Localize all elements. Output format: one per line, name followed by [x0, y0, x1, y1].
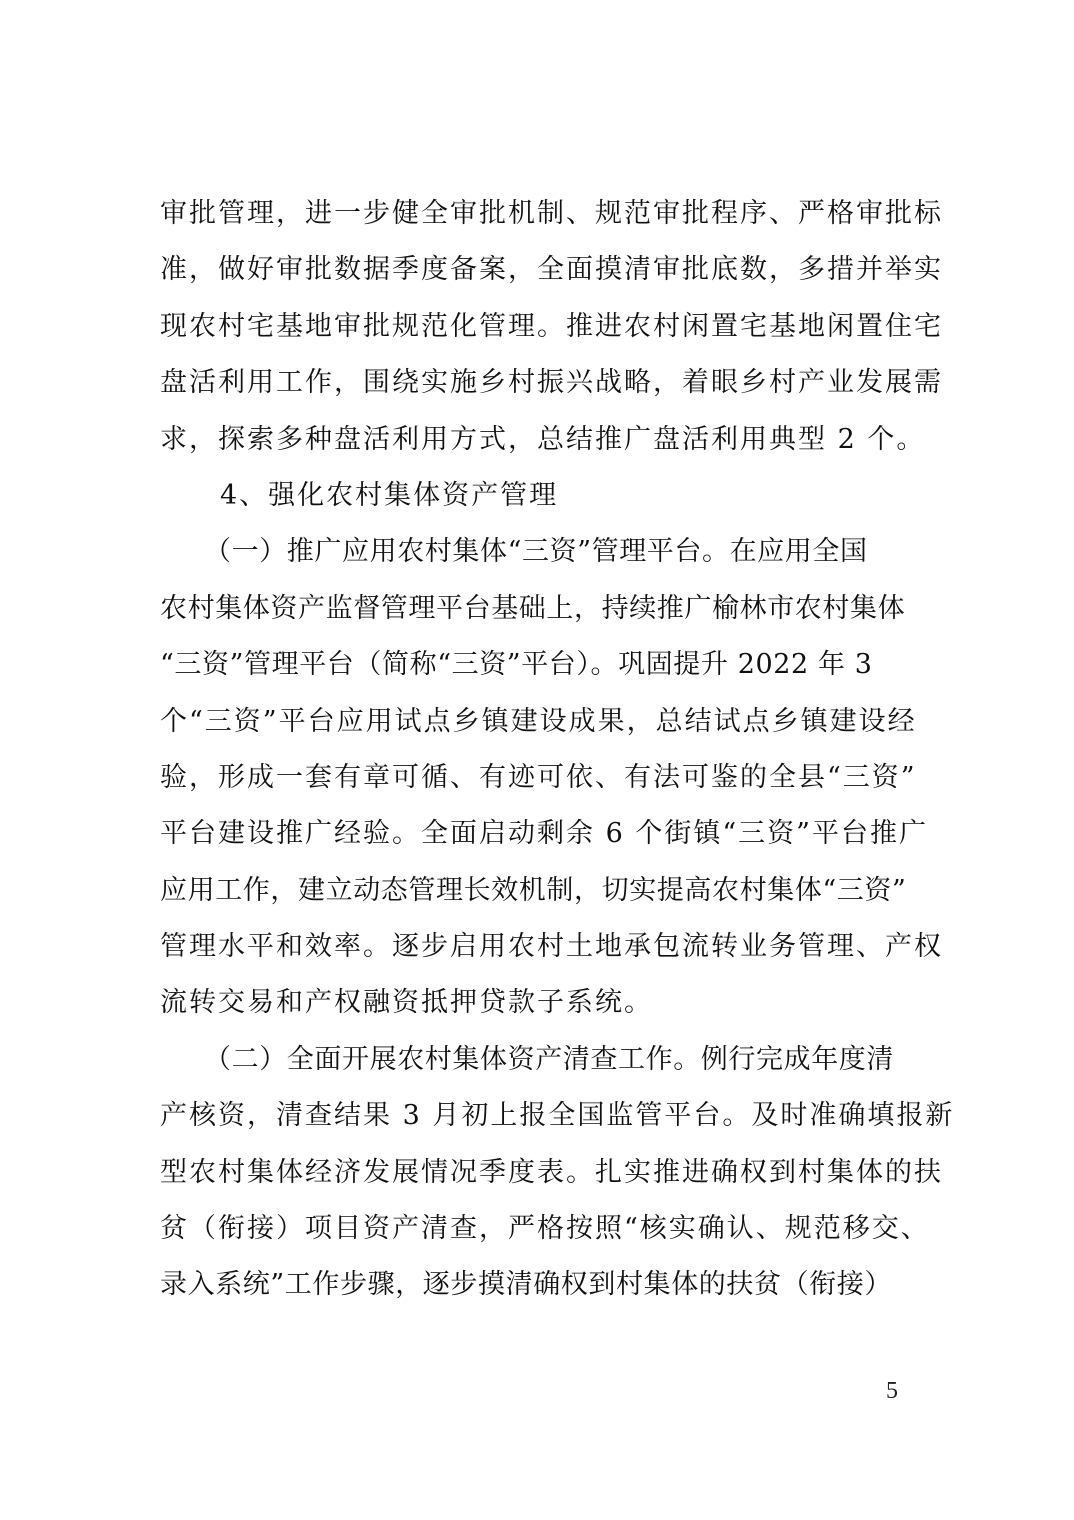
text-line: 平台建设推广经验。全面启动剩余 6 个街镇“三资”平台推广 [160, 818, 928, 850]
text-line: 流转交易和产权融资抵押贷款子系统。 [160, 987, 653, 1019]
text-line: 个“三资”平台应用试点乡镇建设成果，总结试点乡镇建设经 [160, 705, 917, 737]
text-line: 型农村集体经济发展情况季度表。扎实推进确权到村集体的扶 [160, 1156, 943, 1188]
text-line: 管理水平和效率。逐步启用农村土地承包流转业务管理、产权 [160, 931, 943, 963]
body-text [160, 186, 955, 1314]
text-line: 盘活利用工作，围绕实施乡村振兴战略，着眼乡村产业发展需 [160, 367, 943, 399]
text-line: 贫（衔接）项目资产清查，严格按照“核实确认、规范移交、 [160, 1213, 930, 1245]
text-line: 录入系统”工作步骤，逐步摸清确权到村集体的扶贫（衔接） [160, 1269, 893, 1301]
text-line: （一）推广应用农村集体“三资”管理平台。在应用全国 [204, 536, 868, 568]
text-line: “三资”管理平台（简称“三资”平台）。巩固提升 2022 年 3 [160, 649, 873, 681]
text-line: 产核资，清查结果 3 月初上报全国监管平台。及时准确填报新 [160, 1100, 955, 1132]
text-line: 求，探索多种盘活利用方式，总结推广盘活利用典型 2 个。 [160, 423, 926, 455]
section-heading: 4、强化农村集体资产管理 [220, 479, 559, 511]
text-line: 准，做好审批数据季度备案，全面摸清审批底数，多措并举实 [160, 254, 943, 286]
text-line: 现农村宅基地审批规范化管理。推进农村闲置宅基地闲置住宅 [160, 310, 943, 342]
text-line: 验，形成一套有章可循、有迹可依、有法可鉴的全县“三资” [160, 761, 917, 793]
page-number: 5 [886, 1378, 898, 1404]
text-line: 应用工作，建立动态管理长效机制，切实提高农村集体“三资” [160, 874, 907, 906]
text-line: 农村集体资产监督管理平台基础上，持续推广榆林市农村集体 [160, 592, 906, 624]
text-line: 审批管理，进一步健全审批机制、规范审批程序、严格审批标 [160, 198, 943, 229]
text-line: （二）全面开展农村集体资产清查工作。例行完成年度清 [204, 1043, 894, 1075]
